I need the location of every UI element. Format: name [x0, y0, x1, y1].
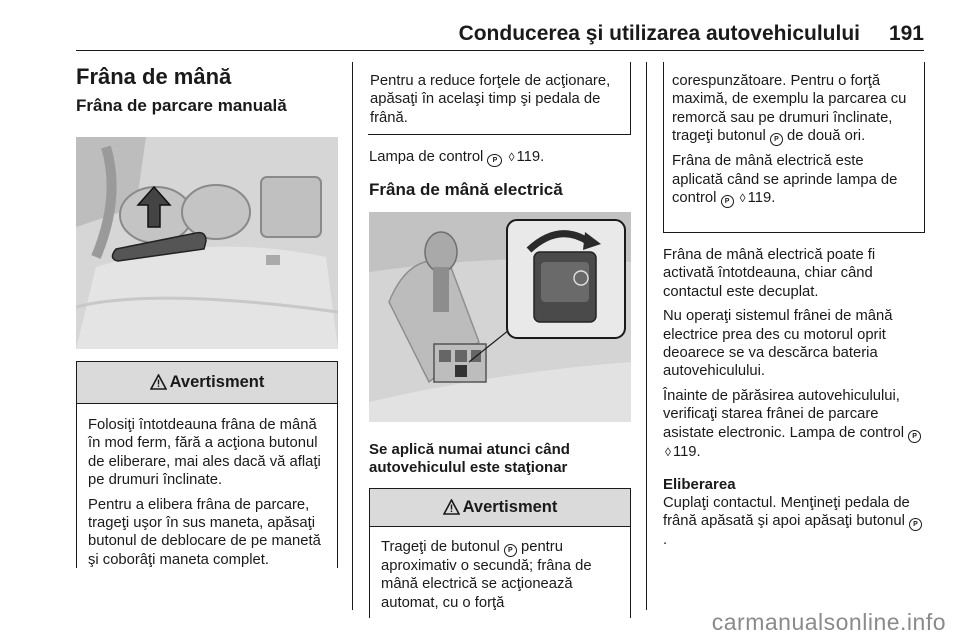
- parking-brake-icon: P: [504, 544, 517, 557]
- reference-arrow-icon: ◊: [739, 191, 746, 206]
- figure-electric-handbrake: [369, 212, 631, 422]
- warning-heading-2: [370, 489, 630, 527]
- box-text-2-ref: 119.: [747, 190, 776, 207]
- continued-warning-box: [663, 62, 925, 233]
- reference-arrow-icon: ◊: [508, 150, 515, 164]
- continued-box: [368, 62, 631, 135]
- chapter-title: Conducerea şi utilizarea autovehiculului: [458, 22, 860, 45]
- release-heading: Eliberarea: [663, 476, 736, 494]
- figure-manual-handbrake: [76, 137, 338, 349]
- continued-warning-text-1: [672, 72, 914, 146]
- paragraph-before-leaving: [663, 387, 925, 461]
- warning-body-2: [370, 527, 630, 620]
- box-text-1-before: corespunzătoare. Pentru o forţă maximă, de exemplu la parcarea cu remorcă sau pe drumuri înclinate, trageţi butonul: [672, 73, 907, 145]
- release-text: Cuplaţi contactul. Menţineţi pedala de frână apăsată şi apoi apăsaţi butonul: [663, 495, 910, 530]
- warning-paragraph-1: Folosiţi întotdeauna frâna de mână în mod ferm, fără a acţiona butonul de eliberare, mai ales dacă vă aflaţi pe drumuri înclinate.: [88, 417, 321, 489]
- sub-title-manual: Frâna de parcare manuală: [76, 96, 287, 115]
- parking-brake-icon: P: [721, 195, 734, 208]
- parking-brake-icon: P: [770, 133, 783, 146]
- sub-title-electric: Frâna de mână electrică: [369, 180, 563, 199]
- warning-heading-text-2: Avertisment: [462, 498, 558, 516]
- electric-brake-illustration: [369, 212, 631, 422]
- parking-brake-icon: P: [909, 518, 922, 531]
- warning-box-electric: [369, 488, 631, 618]
- control-lamp-ref: 119.: [516, 149, 545, 165]
- warning-text-after: pentru aproximativ o secundă; frâna de mână electrică se acţionează automat, cu o forţă: [381, 539, 592, 611]
- control-lamp-prefix: Lampa de control: [369, 149, 484, 165]
- stationary-note-heading: Se aplică numai atunci când autovehiculul este staţionar: [369, 441, 570, 476]
- warning-heading-text: Avertisment: [169, 373, 265, 391]
- warning-triangle-icon: [150, 374, 167, 390]
- warning-electric-text: [381, 538, 620, 612]
- column-3: [663, 62, 925, 550]
- continued-warning-text-2: [672, 152, 914, 208]
- warning-box-manual: [76, 361, 338, 568]
- control-lamp-line: [369, 148, 631, 167]
- handbrake-illustration: [76, 137, 338, 349]
- paragraph-battery: Nu operaţi sistemul frânei de mână electrice prea des cu motorul oprit deoarece se va descărca bateria autovehiculului.: [663, 308, 893, 380]
- warning-body: [77, 404, 337, 577]
- column-rule-1: [352, 62, 353, 610]
- section-title: Frâna de mână: [76, 64, 232, 89]
- release-paragraph: Cuplaţi contactul. Menţineţi pedala de frână apăsată şi apoi apăsaţi butonul P.: [663, 494, 925, 550]
- continued-box-text: Pentru a reduce forţele de acţionare, apăsaţi în acelaşi timp şi pedala de frână.: [370, 73, 611, 126]
- box-text-2-before: Frâna de mână electrică este aplicată când se aprinde lampa de control: [672, 153, 898, 207]
- parking-brake-icon: P: [908, 430, 921, 443]
- page-number: 191: [888, 22, 924, 45]
- column-1: [76, 62, 338, 568]
- box-text-1-after: de două ori.: [787, 128, 866, 145]
- warning-text-before: Trageţi de butonul: [381, 539, 500, 555]
- warning-triangle-icon: [443, 499, 460, 515]
- running-head: [76, 22, 924, 52]
- watermark: carmanualsonline.info: [711, 609, 946, 635]
- brake-warning-icon: P: [487, 154, 502, 167]
- column-2: [369, 62, 631, 618]
- header-rule: [76, 50, 924, 51]
- column-rule-2: [646, 62, 647, 610]
- reference-arrow-icon: ◊: [665, 444, 671, 459]
- para3-ref: 119.: [672, 443, 701, 460]
- warning-heading: [77, 362, 337, 404]
- paragraph-always-activated: Frâna de mână electrică poate fi activată întotdeauna, chiar când contactul este decuplat.: [663, 247, 876, 300]
- warning-paragraph-2: Pentru a elibera frâna de parcare, trageţi uşor în sus maneta, apăsaţi butonul de deblocare de pe manetă şi coborâţi maneta complet.: [88, 496, 321, 568]
- para3-before: Înainte de părăsirea autovehiculului, verificaţi starea frânei de parcare asistate electronic. Lampa de control: [663, 387, 904, 441]
